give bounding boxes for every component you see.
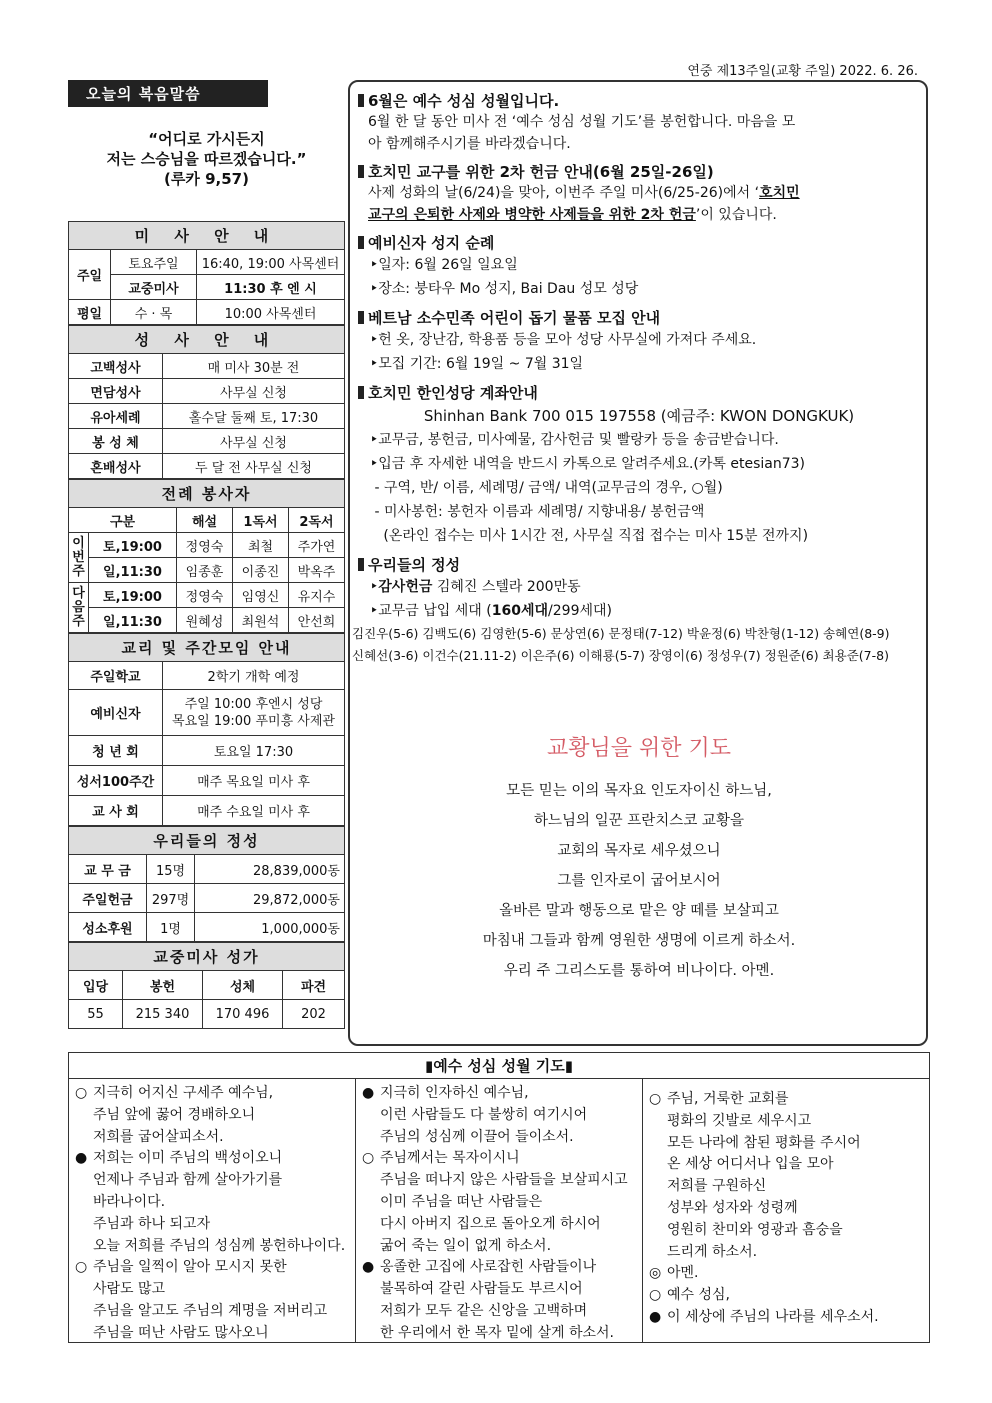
notice-item: (온라인 접수는 미사 1시간 전, 사무실 직접 접수는 미사 15분 전까지) [370, 528, 809, 544]
donor-names: 김진우(5-6) 김백도(6) 김영한(5-6) 문상연(6) 문정태(7-12) 박윤정(6) 박찬형(1-12) 송혜연(8-9) [352, 626, 890, 641]
notices-panel [348, 80, 928, 1046]
liturgy-table [68, 507, 345, 633]
gospel-quote-line: 저는 스승님을 따르겠습니다.” [106, 150, 307, 168]
sacrament-value: 매 미사 30분 전 [163, 354, 345, 379]
notice-item: ‣일자: 6월 26일 일요일 [370, 257, 518, 273]
sacrament-table [68, 353, 345, 479]
prayer-line [362, 1279, 636, 1301]
sacrament-label: 면담성사 [69, 379, 163, 404]
liturgy-cell: 유지수 [289, 583, 345, 608]
pope-prayer-line: 우리 주 그리스도를 통하여 비나이다. 아멘. [503, 963, 775, 979]
notice-body: 사제 성화의 날(6/24)을 맞아, 이번주 주일 미사(6/25-26)에서 ‘호치민 교구의 은퇴한 사제와 병약한 사제들을 위한 2차 헌금’이 있습니다. [368, 185, 800, 223]
prayer-text: 이런 사람들도 다 불쌍히 여기시어 [380, 1106, 588, 1123]
prayer-line [75, 1236, 349, 1258]
meeting-label: 예비신자 [69, 690, 163, 736]
open-circle-icon: ○ [649, 1091, 662, 1107]
meeting-label: 청 년 회 [69, 736, 163, 766]
prayer-text: 주님을 알고도 주님의 계명을 저버리고 [93, 1302, 328, 1319]
prayer-column [69, 1079, 356, 1342]
notice-item: ‣교무금, 봉헌금, 미사예물, 감사헌금 및 빨랑카 등을 송금받습니다. [370, 432, 779, 448]
notice-item: ‣감사헌금 김혜진 스텔라 200만동 [370, 579, 581, 595]
notice-title: 호치민 교구를 위한 2차 헌금 안내(6월 25일-26일) [358, 161, 920, 182]
sacred-heart-title: ▮예수 성심 성월 기도▮ [69, 1053, 929, 1079]
meeting-value: 2학기 개학 예정 [163, 662, 345, 690]
mass-time: 16:40, 19:00 사목센터 [197, 250, 345, 275]
prayer-text: 한 우리에서 한 목자 밑에 살게 하소서. [380, 1324, 615, 1341]
prayer-text: 온 세상 어디서나 입을 모아 [667, 1156, 834, 1173]
prayer-line [362, 1105, 636, 1127]
notice-item: - 구역, 반/ 이름, 세례명/ 금액/ 내역(교무금의 경우, ○월) [370, 480, 723, 496]
prayer-line [362, 1170, 636, 1192]
devotion-label: 주일헌금 [69, 884, 147, 913]
liturgy-cell: 정영숙 [177, 533, 233, 558]
prayer-text: 다시 아버지 집으로 돌아오게 하시어 [380, 1215, 601, 1232]
open-circle-icon: ○ [362, 1150, 375, 1167]
filled-circle-icon: ● [649, 1308, 662, 1325]
meetings-table [68, 661, 345, 826]
prayer-line [649, 1285, 923, 1307]
pope-prayer-line: 그를 인자로이 굽어보시어 [557, 873, 721, 889]
prayer-text: 주님을 일찍이 알아 모시지 못한 [93, 1259, 287, 1276]
devotion-count: 1명 [147, 913, 195, 942]
notice-item: ‣헌 옷, 장난감, 학용품 등을 모아 성당 사무실에 가져다 주세요. [370, 332, 757, 348]
gospel-title: 오늘의 복음말씀 [68, 80, 268, 107]
meeting-value-line: 목요일 19:00 푸미흥 사제관 [172, 713, 335, 729]
notice-body: 6월 한 달 동안 미사 전 ‘예수 성심 성월 기도’를 봉헌합니다. 마음을 모 아 함께해주시기를 바라겠습니다. [368, 114, 796, 152]
prayer-line [362, 1257, 636, 1279]
pope-prayer-line: 교회의 목자로 세우셨으니 [557, 843, 721, 859]
gospel-quote-ref: (루카 9,57) [164, 170, 249, 188]
prayer-line [362, 1214, 636, 1236]
mass-title: 미 사 안 내 [68, 221, 345, 249]
left-column [68, 80, 345, 1029]
prayer-text: 불목하여 갈린 사람들도 부르시어 [380, 1281, 583, 1298]
prayer-line [362, 1236, 636, 1258]
sacrament-label: 혼배성사 [69, 454, 163, 479]
prayer-line [649, 1307, 923, 1329]
prayer-column [643, 1079, 929, 1342]
liturgy-time: 일,11:30 [89, 558, 177, 583]
hymn-value: 202 [283, 1000, 345, 1029]
prayer-text: 주님을 떠나지 않은 사람들을 보살피시고 [380, 1172, 628, 1189]
pope-prayer-line: 하느님의 일꾼 프란치스코 교황을 [534, 813, 744, 829]
gospel-quote-line: “어디로 가시든지 [148, 130, 265, 148]
prayer-text: 옹졸한 고집에 사로잡힌 사람들이나 [380, 1259, 597, 1276]
prayer-text: 주님, 거룩한 교회를 [667, 1091, 789, 1107]
devotion-title: 우리들의 정성 [68, 826, 345, 854]
liturgy-group-label: 다 음 주 [69, 583, 89, 633]
prayer-line [649, 1242, 923, 1264]
mass-table [68, 249, 345, 325]
prayer-line [75, 1214, 349, 1236]
liturgy-cell: 이종진 [233, 558, 289, 583]
sacrament-title: 성 사 안 내 [68, 325, 345, 353]
hymn-header: 파견 [283, 971, 345, 1000]
open-circle-icon: ○ [649, 1287, 662, 1304]
devotion-amount: 1,000,000동 [195, 913, 345, 942]
prayer-text: 언제나 주님과 함께 살아가기를 [93, 1172, 283, 1189]
liturgy-group-label: 이 번 주 [69, 533, 89, 583]
mass-time: 10:00 사목센터 [197, 300, 345, 325]
notice-title: 예비신자 성지 순례 [358, 232, 920, 253]
meeting-value [163, 690, 345, 736]
prayer-text: 굶어 죽는 일이 없게 하소서. [380, 1237, 552, 1254]
prayer-text: 사람도 많고 [93, 1281, 166, 1298]
sacrament-label: 봉 성 체 [69, 429, 163, 454]
prayer-text: 바라나이다. [93, 1193, 166, 1210]
sacrament-label: 유아세례 [69, 404, 163, 429]
prayer-text: 주님께서는 목자이시니 [380, 1150, 520, 1167]
prayer-line [649, 1111, 923, 1133]
meeting-label: 성서100주간 [69, 766, 163, 796]
liturgy-header: 1독서 [233, 508, 289, 533]
mass-group-label: 주일 [69, 250, 111, 300]
prayer-line [362, 1148, 636, 1170]
notice-title: 우리들의 정성 [358, 554, 920, 575]
sacrament-value: 사무실 신청 [163, 379, 345, 404]
hymn-value: 215 340 [123, 1000, 203, 1029]
prayer-line [362, 1192, 636, 1214]
hymns-table [68, 970, 345, 1029]
prayer-line [649, 1220, 923, 1242]
liturgy-time: 일,11:30 [89, 608, 177, 633]
prayer-text: 저희를 굽어살피소서. [93, 1128, 224, 1145]
prayer-line [75, 1301, 349, 1323]
sacrament-value: 사무실 신청 [163, 429, 345, 454]
liturgy-cell: 원혜성 [177, 608, 233, 633]
devotion-amount: 29,872,000동 [195, 884, 345, 913]
prayer-text: 지극히 어지신 구세주 예수님, [93, 1085, 274, 1101]
mass-time: 11:30 후 엔 시 [197, 275, 345, 300]
prayer-line [649, 1089, 923, 1111]
prayer-text: 주님을 떠난 사람도 많사오니 [93, 1324, 269, 1341]
liturgy-cell: 임종훈 [177, 558, 233, 583]
prayer-line [362, 1301, 636, 1323]
prayer-text: 저희는 이미 주님의 백성이오니 [93, 1150, 283, 1167]
mass-day: 토요주일 [111, 250, 197, 275]
devotion-label: 교 무 금 [69, 855, 147, 884]
liturgy-cell: 주가연 [289, 533, 345, 558]
sacrament-label: 고백성사 [69, 354, 163, 379]
hymn-value: 55 [69, 1000, 123, 1029]
prayer-text: 저희를 구원하신 [667, 1178, 767, 1195]
prayer-column [356, 1079, 643, 1342]
meeting-value: 매주 수요일 미사 후 [163, 796, 345, 826]
devotion-amount: 28,839,000동 [195, 855, 345, 884]
liturgy-header: 구분 [69, 508, 177, 533]
pope-prayer-title: 교황님을 위한 기도 [546, 736, 731, 761]
prayer-text: 성부와 성자와 성령께 [667, 1199, 798, 1216]
open-circle-icon: ○ [75, 1085, 88, 1101]
prayer-text: 주님의 성심께 이끌어 들이소서. [380, 1128, 574, 1145]
double-circle-icon: ◎ [649, 1265, 662, 1282]
liturgy-time: 토,19:00 [89, 583, 177, 608]
hymn-header: 성체 [203, 971, 283, 1000]
prayer-line [75, 1127, 349, 1149]
prayer-line [649, 1154, 923, 1176]
pope-prayer-line: 올바른 말과 행동으로 맡은 양 떼를 보살피고 [499, 903, 779, 919]
prayer-line [75, 1105, 349, 1127]
meeting-value: 토요일 17:30 [163, 736, 345, 766]
prayer-line [75, 1148, 349, 1170]
devotion-count: 297명 [147, 884, 195, 913]
prayer-text: 이미 주님을 떠난 사람들은 [380, 1193, 543, 1210]
prayer-text: 모든 나라에 참된 평화를 주시어 [667, 1134, 861, 1151]
prayer-text: 오늘 저희를 주님의 성심께 봉헌하나이다. [93, 1237, 346, 1254]
prayer-line [362, 1323, 636, 1345]
prayer-line [75, 1192, 349, 1214]
devotion-count: 15명 [147, 855, 195, 884]
notice-title: 호치민 한인성당 계좌안내 [358, 382, 920, 403]
prayer-line [75, 1083, 349, 1105]
prayer-line [649, 1133, 923, 1155]
liturgy-title: 전례 봉사자 [68, 479, 345, 507]
prayer-line [649, 1176, 923, 1198]
notice-item: ‣입금 후 자세한 내역을 반드시 카톡으로 알려주세요.(카톡 etesian73) [370, 456, 805, 472]
gospel-quote [68, 129, 345, 221]
prayer-line [75, 1323, 349, 1345]
meeting-value: 매주 목요일 미사 후 [163, 766, 345, 796]
notice-item: ‣교무금 납입 세대 (160세대/299세대) [370, 603, 612, 619]
pope-prayer [358, 731, 920, 986]
liturgy-cell: 정영숙 [177, 583, 233, 608]
prayer-line [362, 1083, 636, 1105]
meeting-value-line: 주일 10:00 후엔시 성당 [184, 696, 323, 712]
pope-prayer-line: 모든 믿는 이의 목자요 인도자이신 하느님, [506, 783, 772, 799]
prayer-line [75, 1257, 349, 1279]
liturgy-cell: 안선희 [289, 608, 345, 633]
liturgy-header: 2독서 [289, 508, 345, 533]
hymn-value: 170 496 [203, 1000, 283, 1029]
liturgy-header: 해설 [177, 508, 233, 533]
filled-circle-icon: ● [362, 1259, 375, 1276]
prayer-text: 드리게 하소서. [667, 1243, 758, 1260]
sacrament-value: 두 달 전 사무실 신청 [163, 454, 345, 479]
prayer-line [649, 1263, 923, 1285]
prayer-text: 이 세상에 주님의 나라를 세우소서. [667, 1308, 879, 1325]
prayer-line [649, 1198, 923, 1220]
prayer-text: 지극히 인자하신 예수님, [380, 1085, 529, 1101]
prayer-text: 예수 성심, [667, 1287, 730, 1304]
hymn-header: 입당 [69, 971, 123, 1000]
donor-names: 신혜선(3-6) 이건수(21.11-2) 이은주(6) 이해룡(5-7) 장영이(6) 정성우(7) 정원준(6) 최용준(7-8) [352, 648, 889, 663]
open-circle-icon: ○ [75, 1259, 88, 1276]
devotion-label: 성소후원 [69, 913, 147, 942]
pope-prayer-line: 마침내 그들과 함께 영원한 생명에 이르게 하소서. [482, 933, 796, 949]
liturgy-time: 토,19:00 [89, 533, 177, 558]
prayer-text: 주님과 하나 되고자 [93, 1215, 211, 1232]
devotion-table [68, 854, 345, 942]
notice-title: 베트남 소수민족 어린이 돕기 물품 모집 안내 [358, 307, 920, 328]
notice-title: 6월은 예수 성심 성월입니다. [358, 90, 920, 111]
prayer-text: 평화의 깃발로 세우시고 [667, 1112, 812, 1129]
filled-circle-icon: ● [362, 1085, 375, 1101]
mass-day: 교중미사 [111, 275, 197, 300]
liturgy-cell: 최철 [233, 533, 289, 558]
sacred-heart-prayer [68, 1052, 930, 1343]
liturgy-cell: 임영신 [233, 583, 289, 608]
liturgy-cell: 최원석 [233, 608, 289, 633]
hymn-header: 봉헌 [123, 971, 203, 1000]
meetings-title: 교리 및 주간모임 안내 [68, 633, 345, 661]
prayer-text: 저희가 모두 같은 신앙을 고백하며 [380, 1302, 588, 1319]
prayer-text: 영원히 찬미와 영광과 흠숭을 [667, 1221, 843, 1238]
prayer-text: 주님 앞에 꿇어 경배하오니 [93, 1106, 256, 1123]
meeting-label: 주일학교 [69, 662, 163, 690]
prayer-line [362, 1127, 636, 1149]
liturgy-cell: 박옥주 [289, 558, 345, 583]
mass-day: 수 · 목 [111, 300, 197, 325]
sacrament-value: 홀수달 둘째 토, 17:30 [163, 404, 345, 429]
meeting-label: 교 사 회 [69, 796, 163, 826]
notice-item: ‣장소: 붕타우 Mo 성지, Bai Dau 성모 성당 [370, 281, 639, 297]
notice-item: - 미사봉헌: 봉헌자 이름과 세례명/ 지향내용/ 봉헌금액 [370, 504, 705, 520]
hymns-title: 교중미사 성가 [68, 942, 345, 970]
bank-account: Shinhan Bank 700 015 197558 (예금주: KWON DONGKUK) [423, 407, 855, 425]
mass-group-label: 평일 [69, 300, 111, 325]
prayer-text: 아멘. [667, 1265, 699, 1282]
prayer-line [75, 1279, 349, 1301]
notice-item: ‣모집 기간: 6월 19일 ~ 7월 31일 [370, 356, 584, 372]
header-date: 연중 제13주일(교황 주일) 2022. 6. 26. [687, 64, 918, 79]
filled-circle-icon: ● [75, 1150, 88, 1167]
prayer-line [75, 1170, 349, 1192]
